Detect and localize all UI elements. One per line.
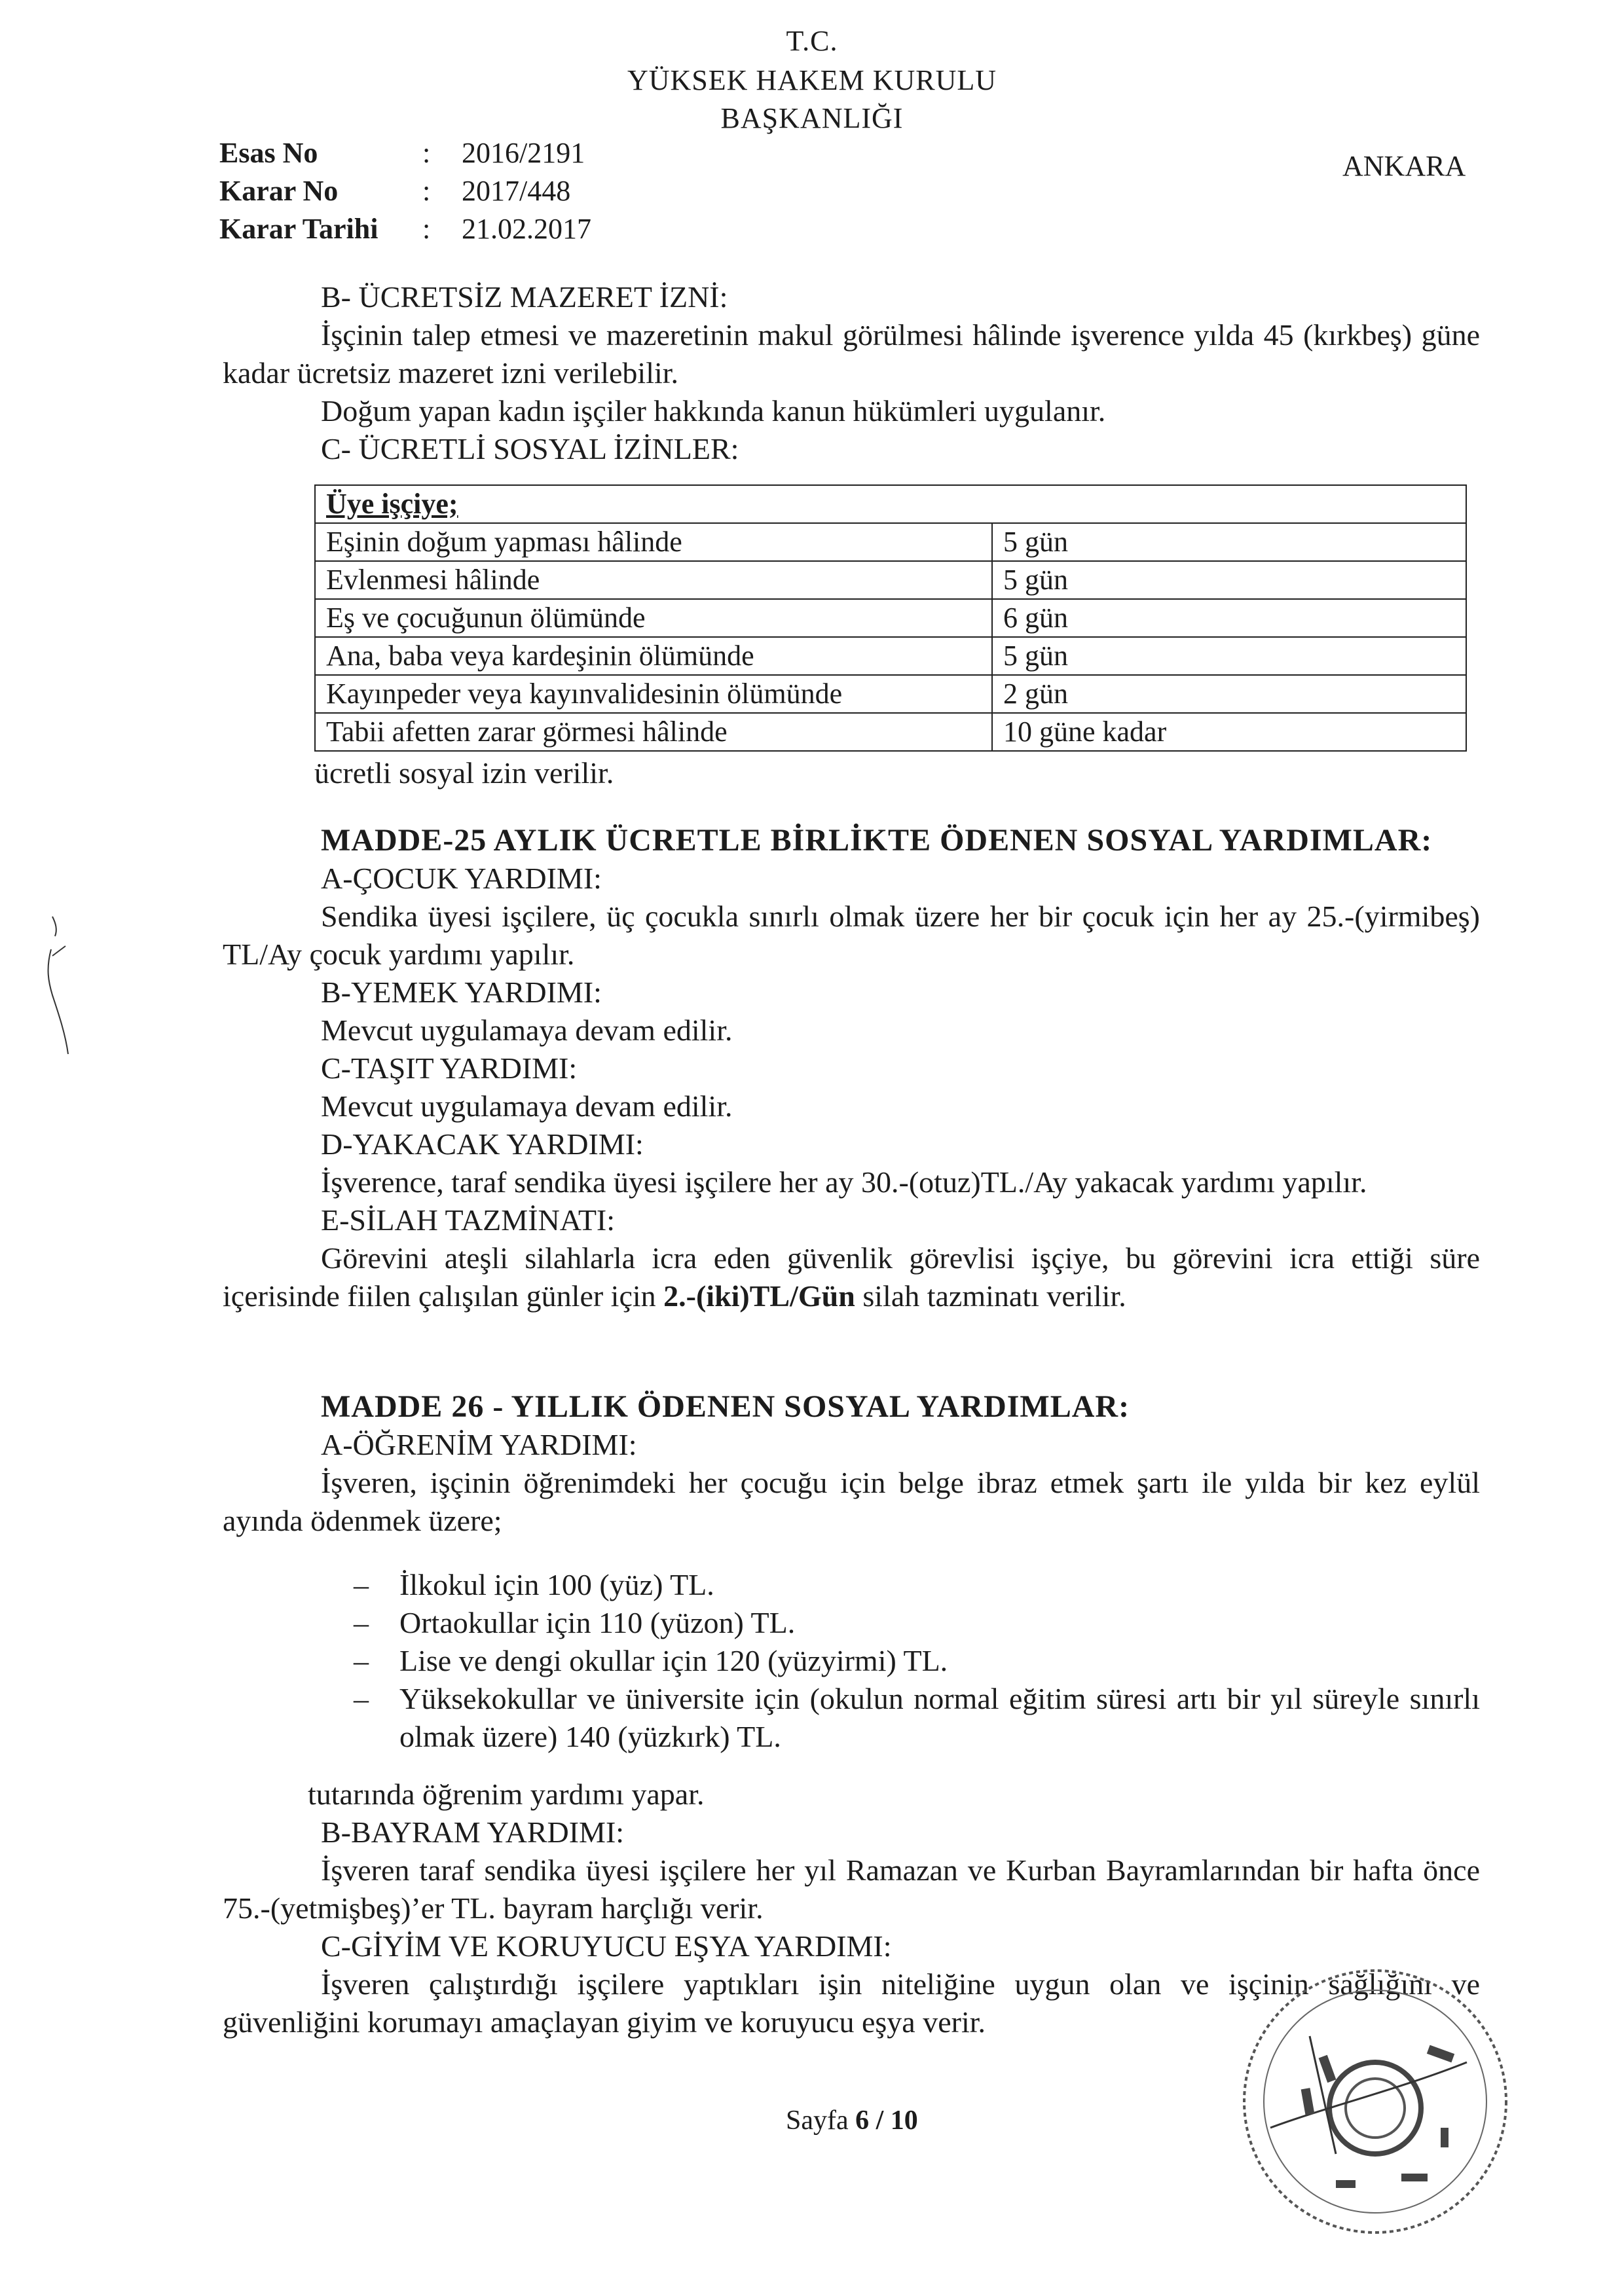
madde-25-b-text: Mevcut uygulamaya devam edilir. — [321, 1013, 733, 1047]
list-item: – Lise ve dengi okullar için 120 (yüzyirmi) TL. — [354, 1644, 948, 1677]
madde-25-c-text: Mevcut uygulamaya devam edilir. — [321, 1089, 733, 1123]
esas-no-value: 2016/2191 — [462, 137, 585, 169]
madde-26-title: MADDE 26 - YILLIK ÖDENEN SOSYAL YARDIMLAR: — [321, 1389, 1130, 1424]
case-info-row: Esas No : 2016/2191 — [219, 137, 585, 169]
section-b — [223, 278, 1480, 468]
madde-25 — [223, 822, 1480, 1315]
madde-25-title: MADDE-25 AYLIK ÜCRETLE BİRLİKTE ÖDENEN SOSYAL YARDIMLAR: — [321, 823, 1433, 858]
karar-no-value: 2017/448 — [462, 175, 571, 207]
madde-26-b-text: İşveren taraf sendika üyesi işçilere her yıl Ramazan ve Kurban Bayramlarından bir hafta önce 75.-(yetmişbeş)’er TL. bayram harçlığı verir. — [223, 1853, 1480, 1925]
header-institution: YÜKSEK HAKEM KURULU — [627, 64, 997, 96]
section-c-after: ücretli sosyal izin verilir. — [314, 756, 614, 790]
madde-26-c-title: C-GİYİM VE KORUYUCU EŞYA YARDIMI: — [321, 1929, 892, 1963]
madde-25-a-text: Sendika üyesi işçilere, üç çocukla sınırlı olmak üzere her bir çocuk için her ay 25.-(yirmibeş) TL/Ay çocuk yardımı yapılır. — [223, 900, 1480, 971]
table-head-row — [315, 485, 1466, 523]
section-b-title: B- ÜCRETSİZ MAZERET İZNİ: — [321, 280, 728, 314]
page-number: Sayfa 6 / 10 — [786, 2105, 918, 2136]
table-row: Eşinin doğum yapması hâlinde 5 gün — [315, 523, 1466, 561]
handwritten-margin-mark — [39, 910, 85, 1061]
madde-26-c-text: İşveren çalıştırdığı işçilere yaptıkları işin niteliğine uygun olan ve işçinin sağlığını ve güvenliğini korumayı amaçlayan giyim ve koruyucu eşya verir. — [223, 1967, 1480, 2039]
madde-26-b-title: B-BAYRAM YARDIMI: — [321, 1815, 625, 1849]
section-b-note: Doğum yapan kadın işçiler hakkında kanun hükümleri uygulanır. — [321, 394, 1106, 428]
madde-26-a-after: tutarında öğrenim yardımı yapar. — [308, 1777, 705, 1811]
leave-table-wrap — [314, 484, 1467, 792]
fee-list — [354, 1566, 1480, 1756]
list-item: – Yüksekokullar ve üniversite için (okulun normal eğitim süresi artı bir yıl süreyle sınırlı olmak üzere) 140 (yüzkırk) TL. — [354, 1682, 1480, 1753]
madde-26 — [223, 1388, 1480, 2041]
header-tc: T.C. — [786, 25, 838, 57]
weapon-allowance-amount: 2.-(iki)TL/Gün — [663, 1279, 855, 1313]
madde-25-d-title: D-YAKACAK YARDIMI: — [321, 1127, 644, 1161]
case-info-row: Karar Tarihi : 21.02.2017 — [219, 213, 591, 245]
section-b-text: İşçinin talep etmesi ve mazeretinin makul görülmesi hâlinde işverence yılda 45 (kırkbeş) güne kadar ücretsiz mazeret izni verilebilir. — [223, 318, 1480, 390]
leave-table — [314, 484, 1467, 752]
table-row: Kayınpeder veya kayınvalidesinin ölümünde 2 gün — [315, 675, 1466, 713]
madde-25-b-title: B-YEMEK YARDIMI: — [321, 975, 602, 1009]
table-row: Ana, baba veya kardeşinin ölümünde 5 gün — [315, 637, 1466, 675]
madde-25-e-text: Görevini ateşli silahlarla icra eden güvenlik görevlisi işçiye, bu görevini icra ettiği süre içerisinde fiilen çalışılan günler için 2.-(iki)TL/Gün silah tazminatı verilir. — [223, 1241, 1480, 1313]
karar-tarihi-value: 21.02.2017 — [462, 213, 591, 245]
madde-25-c-title: C-TAŞIT YARDIMI: — [321, 1051, 578, 1085]
table-head: Üye işçiye; — [315, 485, 1466, 523]
table-row: Tabii afetten zarar görmesi hâlinde 10 güne kadar — [315, 713, 1466, 751]
header-presidency: BAŞKANLIĞI — [720, 102, 904, 134]
table-row: Evlenmesi hâlinde 5 gün — [315, 561, 1466, 599]
list-item: – İlkokul için 100 (yüz) TL. — [354, 1568, 714, 1601]
list-item: – Ortaokullar için 110 (yüzon) TL. — [354, 1606, 796, 1639]
section-c-title: C- ÜCRETLİ SOSYAL İZİNLER: — [321, 432, 739, 465]
official-seal-stamp — [1231, 1958, 1519, 2246]
case-info-row: Karar No : 2017/448 — [219, 175, 571, 207]
case-info — [219, 134, 591, 248]
header-city: ANKARA — [1342, 150, 1466, 182]
madde-26-a-title: A-ÖĞRENİM YARDIMI: — [321, 1428, 637, 1461]
madde-25-e-title: E-SİLAH TAZMİNATI: — [321, 1203, 616, 1237]
madde-25-a-title: A-ÇOCUK YARDIMI: — [321, 862, 602, 895]
madde-25-d-text: İşverence, taraf sendika üyesi işçilere her ay 30.-(otuz)TL./Ay yakacak yardımı yapılır. — [321, 1165, 1367, 1199]
madde-26-a-text: İşveren, işçinin öğrenimdeki her çocuğu için belge ibraz etmek şartı ile yılda bir kez eylül ayında ödenmek üzere; — [223, 1466, 1480, 1537]
table-row: Eş ve çocuğunun ölümünde 6 gün — [315, 599, 1466, 637]
